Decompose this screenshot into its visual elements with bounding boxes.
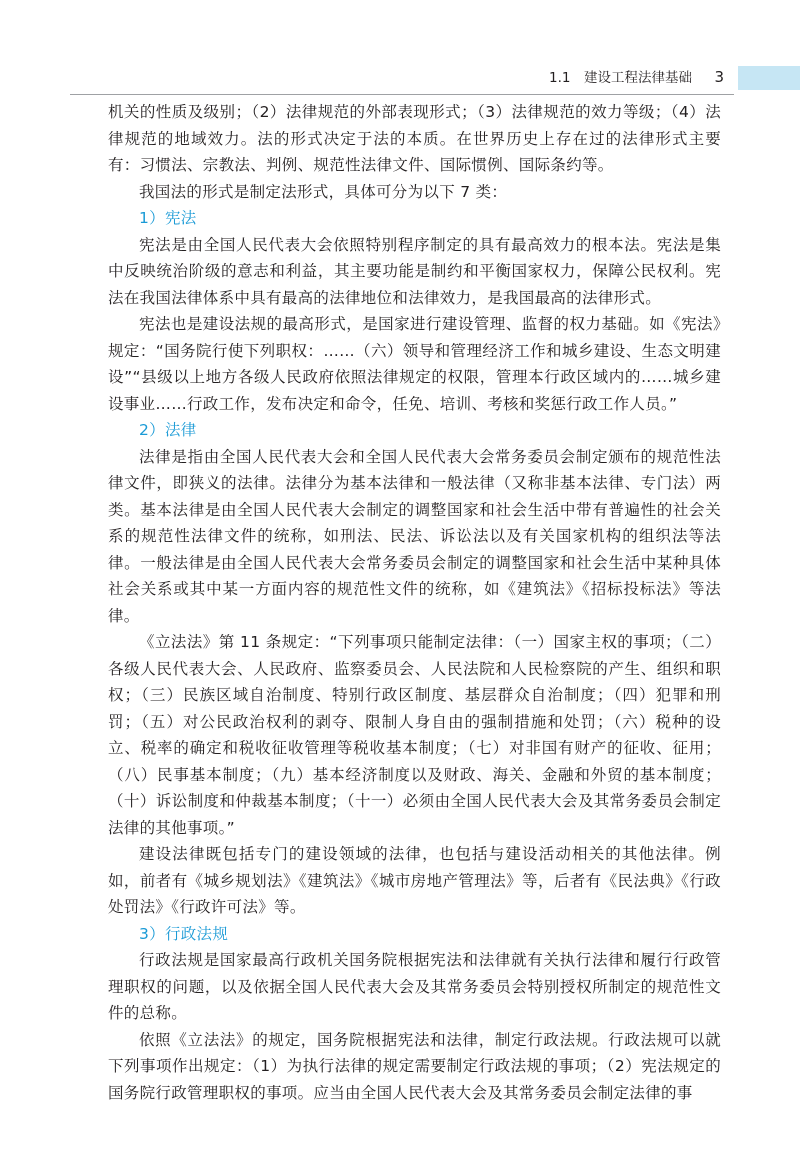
paragraph-constitution-construction: 宪法也是建设法规的最高形式，是国家进行建设管理、监督的权力基础。如《宪法》规定：“国务院行使下列职权：……（六）领导和管理经济工作和城乡建设、生态文明建设”“县级以上地方各级人民政府依照法律规定的权限，管理本行政区域内的……城乡建设事业……行政工作，发布决定和命令，任免、培训、考核和奖惩行政工作人员。” bbox=[108, 315, 721, 413]
paragraph-construction-law: 建设法律既包括专门的建设领域的法律，也包括与建设活动相关的其他法律。例如，前者有《城乡规划法》《建筑法》《城市房地产管理法》等，后者有《民法典》《行政处罚法》《行政许可法》等。 bbox=[108, 845, 721, 916]
header-rule bbox=[70, 94, 734, 95]
paragraph-legislation-law-article-11: 《立法法》第 11 条规定：“下列事项只能制定法律：（一）国家主权的事项；（二）各级人民代表大会、人民政府、监察委员会、人民法院和人民检察院的产生、组织和职权；（三）民族区域自治制度、特别行政区制度、基层群众自治制度；（四）犯罪和刑罚；（五）对公民政治权利的剥夺、限制人身自由的强制措施和处罚；（六）税种的设立、税率的确定和税收征收管理等税收基本制度；（七）对非国有财产的征收、征用；（八）民事基本制度；（九）基本经济制度以及财政、海关、金融和外贸的基本制度；（十）诉讼制度和仲裁基本制度；（十一）必须由全国人民代表大会及其常务委员会制定法律的其他事项。” bbox=[108, 633, 721, 837]
page-header bbox=[0, 64, 800, 94]
paragraph-constitution-definition: 宪法是由全国人民代表大会依照特别程序制定的具有最高效力的根本法。宪法是集中反映统治阶级的意志和利益，其主要功能是制约和平衡国家权力，保障公民权利。宪法在我国法律体系中具有最高的法律地位和法律效力，是我国最高的法律形式。 bbox=[108, 235, 721, 307]
page-body bbox=[108, 99, 721, 1106]
paragraph-administrative-regulations-scope: 依照《立法法》的规定，国务院根据宪法和法律，制定行政法规。行政法规可以就下列事项作出规定：（1）为执行法律的规定需要制定行政法规的事项；（2）宪法规定的国务院行政管理职权的事项。应当由全国人民代表大会及其常务委员会制定法律的事 bbox=[108, 1030, 721, 1102]
page-number: 3 bbox=[714, 68, 724, 86]
paragraph-administrative-regulations-definition: 行政法规是国家最高行政机关国务院根据宪法和法律就有关执行法律和履行行政管理职权的问题，以及依据全国人民代表大会及其常务委员会特别授权所制定的规范性文件的总称。 bbox=[108, 951, 721, 1022]
subheading-constitution: 1）宪法 bbox=[139, 209, 197, 227]
paragraph-continued: 机关的性质及级别；（2）法律规范的外部表现形式；（3）法律规范的效力等级；（4）法律规范的地域效力。法的形式决定于法的本质。在世界历史上存在过的法律形式主要有：习惯法、宗教法、判例、规范性法律文件、国际惯例、国际条约等。 bbox=[108, 103, 721, 174]
subheading-law: 2）法律 bbox=[139, 421, 197, 439]
paragraph-law-definition: 法律是指由全国人民代表大会和全国人民代表大会常务委员会制定颁布的规范性法律文件，即狭义的法律。法律分为基本法律和一般法律（又称非基本法律、专门法）两类。基本法律是由全国人民代表大会制定的调整国家和社会生活中带有普遍性的社会关系的规范性法律文件的统称，如刑法、民法、诉讼法以及有关国家机构的组织法等法律。一般法律是由全国人民代表大会常务委员会制定的调整国家和社会生活中某种具体社会关系或其中某一方面内容的规范性文件的统称，如《建筑法》《招标投标法》等法律。 bbox=[108, 447, 721, 625]
paragraph-law-forms-intro: 我国法的形式是制定法形式，具体可分为以下 7 类： bbox=[139, 182, 508, 201]
header-accent-tab bbox=[738, 66, 800, 90]
subheading-administrative-regulations: 3）行政法规 bbox=[139, 924, 229, 943]
running-header-section-title: 1.1 建设工程法律基础 bbox=[549, 70, 692, 86]
